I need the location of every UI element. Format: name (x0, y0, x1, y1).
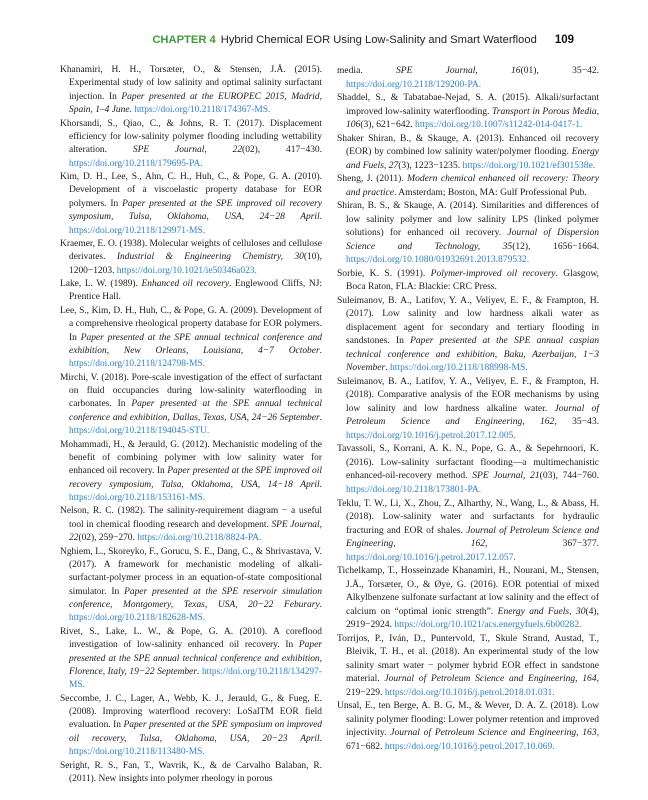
doi-link[interactable]: https://doi.org/10.2118/179695-PA. (69, 158, 203, 169)
chapter-title: Hybrid Chemical EOR Using Low-Salinity and Smart Waterflood (220, 34, 537, 46)
reference-entry (60, 278, 322, 305)
doi-link[interactable]: https://doi.org/10.1007/s11242-014-0417-1. (415, 119, 583, 131)
reference-authors-title: Mirchi, V. (2018). Pore-scale investigation of the effect of surfactant on fluid occupancies during low-salinity waterflooding in carbonates. In (60, 372, 322, 410)
reference-authors-title: Shaddel, S., & Tabatabae-Nejad, S. A. (2015). Alkali/surfactant improved low-salinity waterflooding. (337, 92, 599, 117)
doi-link[interactable]: https://doi.org/10.1016/j.petrol.2017.12.005. (346, 429, 516, 441)
doi-link[interactable]: https://doi.org/10.2118/153161-MS. (69, 493, 206, 503)
reference-authors-title: Mohammadi, H., & Jerauld, G. (2012). Mechanistic modeling of the benefit of combining polymer with low salinity water for enhanced oil recovery. In (60, 439, 322, 477)
reference-authors-title: Shiran, B. S., & Skauge, A. (2014). Similarities and differences of low salinity polymer and low salinity LPS (linked polymer solutions) for enhanced oil recovery. (337, 200, 599, 239)
reference-details: . Glasgow, Boca Raton, FLA: Blackie: CRC Press. (346, 267, 599, 293)
doi-link[interactable]: https://doi.org/10.2118/129200-PA. (346, 78, 482, 90)
doi-link[interactable]: https://doi.org/10.2118/194045-STU. (69, 426, 210, 437)
reference-entry (60, 238, 322, 278)
reference-authors-title: media. (337, 65, 396, 76)
reference-venue: Paper presented at the SPE reservoir simulation conference, Montgomery, Texas, USA, 20−22 Feburary (69, 586, 322, 610)
reference-authors-title: Khanamiri, H. H., Torsæter, O., & Stensen, J.Å. (2015). Experimental study of low salinity and optimal salinity surfactant injection. In (60, 65, 322, 102)
reference-details: (02), 259−270. (78, 533, 138, 544)
reference-authors-title: Lake, L. W. (1989). (60, 279, 142, 289)
reference-authors-title: Nghiem, L., Skoreyko, F., Gorucu, S. E., Dang, C., & Shrivastava, V. (2017). A framework for mechanistic modeling of alkali-surfactant-polymer process in an equation-of-state compositional simulator. In (60, 546, 322, 597)
reference-entry (337, 442, 599, 496)
reference-venue: Journal of Petroleum Science and Engineering, 162 (346, 524, 599, 550)
reference-venue: SPE Journal, 21 (472, 470, 540, 482)
reference-venue: Paper presented at the SPE improved oil recovery symposium, Tulsa, Oklahoma, USA, 24−28 April (69, 198, 322, 223)
reference-authors-title: Unsal, E., ten Berge, A. B. G. M., & Wever, D. A. Z. (2018). Low salinity polymer flooding: Lower polymer retention and improved injectivity. (337, 700, 599, 739)
reference-entry (337, 497, 599, 565)
reference-authors-title: Rivet, S., Lake, L. W., & Pope, G. A. (2010). A coreflood investigation of low-salinity enhanced oil recovery. In (60, 626, 322, 651)
reference-venue: Energy and Fuels, 30 (497, 605, 586, 617)
reference-entry (337, 64, 599, 91)
reference-authors-title: Teklu, T. W., Li, X., Zhou, Z., Alharthy, N., Wang, L., & Abass, H. (2018). Low-salinity water and surfactants for hydraulic fracturing and EOR of shales. (337, 497, 599, 536)
reference-authors-title: Kraemer, E. O. (1938). Molecular weights of celluloses and cellulose derivates. (60, 238, 322, 263)
doi-link[interactable]: https://doi.org/10.2118/124798-MS. (69, 359, 206, 370)
reference-entry (337, 699, 599, 753)
doi-link[interactable]: https://doi.org/10.2118/134297-MS. (69, 666, 323, 691)
reference-entry (60, 64, 322, 118)
reference-venue: Paper presented at the EUROPEC 2015, Madrid, Spain, 1–4 June (69, 91, 322, 116)
reference-venue: Journal of Petroleum Science and Engineering, 163 (390, 727, 597, 739)
doi-link[interactable]: https://doi.org/10.1080/01932691.2013.879532. (346, 254, 530, 266)
reference-venue: Industrial & Engineering Chemistry, 30 (116, 252, 304, 263)
doi-link[interactable]: https://doi.org/10.1021/ef301538e. (462, 159, 596, 171)
reference-venue: Paper presented at the SPE annual technical conference and exhibition, Florence, Italy, 19−22 September (69, 640, 322, 677)
doi-link[interactable]: https://doi.org/10.2118/113480-MS. (69, 747, 205, 758)
reference-authors-title: Suleimanov, B. A., Latifov, Y. A., Veliyev, E. F., & Frampton, H. (2018). Comparative analysis of the EOR mechanisms by using low salinity and low hardness alkaline water. (337, 375, 599, 414)
reference-venue: Journal of Petroleum Science and Engineering, 164 (384, 673, 597, 685)
reference-entry (337, 632, 599, 700)
reference-entry (60, 305, 322, 372)
references-right-column (337, 64, 599, 753)
reference-details: (01), 35−42. (520, 65, 599, 76)
reference-entry (337, 267, 599, 294)
reference-authors-title: Seright, R. S., Fan, T., Wavrik, K., & de Carvalho Balaban, R. (2011). New insights into polymer rheology in porous (60, 760, 322, 784)
reference-venue: Journal of Petroleum Science and Engineering, 162 (346, 402, 599, 428)
doi-link[interactable]: https://doi.org/10.2118/188998-MS. (390, 362, 528, 374)
doi-link[interactable]: https://doi.org/10.2118/129971-MS. (69, 225, 206, 236)
reference-venue: Paper presented at the SPE annual technical conference and exhibition, New Orleans, Louisiana, 4−7 October (69, 332, 322, 356)
running-header (60, 34, 574, 52)
reference-details: . (319, 212, 322, 223)
doi-link[interactable]: https://doi.org/10.1016/j.petrol.2018.01.031. (384, 686, 555, 698)
reference-venue: Journal of Dispersion Science and Technology, 35 (346, 227, 599, 252)
reference-details: , 367−377. (485, 538, 599, 550)
reference-details: (3), 1223−1235. (398, 159, 463, 171)
reference-details: (4), 2919−2924. (346, 605, 599, 631)
reference-venue: SPE Journal, 22 (69, 519, 323, 544)
reference-entry (60, 626, 322, 693)
reference-venue: Paper presented at the SPE symposium on improved oil recovery, Tulsa, Oklahoma, USA, 20−23 April (69, 720, 322, 744)
reference-details: , 219−229. (346, 673, 599, 698)
reference-authors-title: Nelson, R. C. (1982). The salinity-requirement diagram − a useful tool in chemical flooding research and development. (60, 506, 322, 530)
reference-authors-title: Khorsandi, S., Qiao, C., & Johns, R. T. (2017). Displacement efficiency for low-salinity polymer flooding including wettability alteration. (60, 118, 322, 156)
reference-entry (60, 693, 322, 760)
reference-venue: Enhanced oil recovery (141, 279, 230, 289)
reference-authors-title: Tavassoli, S., Korrani, A. K. N., Pope, G. A., & Sepehrnoori, K. (2016). Low-salinity surfactant flooding—a multimechanistic enhanced-oil-recovery method. (337, 443, 599, 482)
reference-authors-title: Lee, S., Kim, D. H., Huh, C., & Pope, G. A. (2009). Development of a comprehensive rheological property database for EOR polymers. In (60, 305, 322, 343)
reference-authors-title: Shaker Shiran, B., & Skauge, A. (2013). Enhanced oil recovery (EOR) by combined low salinity water/polymer flooding. (337, 132, 599, 158)
reference-entry (60, 372, 322, 439)
reference-details: . (197, 666, 202, 677)
reference-entry (337, 132, 599, 173)
reference-entry (60, 171, 322, 238)
doi-link[interactable]: https://doi.org/10.1021/ie50346a023. (116, 265, 257, 276)
reference-entry (337, 91, 599, 132)
reference-venue: Transport in Porous Media, 106 (346, 105, 599, 131)
doi-link[interactable]: https://doi.org/10.1021/acs.energyfuels.6b00282. (394, 619, 582, 631)
reference-details: . (319, 479, 322, 490)
reference-venue: Polymer-improved oil recovery (430, 267, 556, 279)
reference-authors-title: Kim, D. H., Lee, S., Ahn, C. H., Huh, C., & Pope, G. A. (2010). Development of a viscoelastic property database for EOR polymers. In (60, 172, 322, 209)
references-left-column (60, 64, 322, 786)
reference-authors-title: Tichelkamp, T., Hosseinzade Khanamiri, H., Nourani, M., Stensen, J.Å., Torsæter, O., & Øye, G. (2016). EOR potential of mixed Alkylbenzene sulfonate surfactant at low salinity and the effect of calcium on “optimal ionic strength”. (337, 565, 599, 617)
reference-venue: Modern chemical enhanced oil recovery: Theory and practice (346, 173, 599, 198)
reference-entry (60, 505, 322, 545)
reference-details: (03), 744−760. (539, 470, 600, 482)
page-number: 109 (554, 34, 574, 46)
doi-link[interactable]: https://doi.org/10.2118/174367-MS. (134, 105, 271, 116)
reference-details: , 35−43. (554, 416, 599, 428)
reference-authors-title: Sorbie, K. S. (1991). (337, 267, 431, 279)
reference-details: . (319, 733, 322, 744)
doi-link[interactable]: https://doi.org/10.2118/8824-PA. (137, 533, 262, 544)
reference-details: . Englewood Cliffs, NJ: Prentice Hall. (69, 279, 323, 303)
reference-details: . (319, 412, 322, 423)
reference-venue: Paper presented at the SPE annual caspian technical conference and exhibition, Baku, Azerbaijan, 1−3 November (346, 335, 599, 374)
reference-details: (02), 417−430. (242, 145, 323, 156)
reference-venue: SPE Journal, 22 (132, 145, 243, 156)
reference-details: . (129, 105, 135, 116)
reference-entry (60, 760, 322, 787)
reference-authors-title: Seccombe, J. C., Lager, A., Webb, K. J., Jerauld, G., & Fueg, E. (2008). Improving waterflood recovery: LoSalTM EOR field evaluation. In (60, 693, 322, 731)
reference-entry (60, 546, 322, 626)
reference-entry (337, 172, 599, 199)
reference-venue: Paper presented at the SPE annual technical conference and exhibition, Dallas, Texas, USA, 24−26 September (69, 399, 322, 423)
reference-details: . Amsterdam; Boston, MA: Gulf Professional Pub. (394, 186, 587, 198)
reference-authors-title: Suleimanov, B. A., Latifov, Y. A., Veliyev, E. F., & Frampton, H. (2017). Low salinity and low hardness alkali water as displacement agent for secondary and tertiary flooding in sandstones. In (337, 294, 599, 347)
doi-link[interactable]: https://doi.org/10.1016/j.petrol.2017.10.069. (384, 740, 555, 752)
reference-details: . (319, 600, 322, 610)
reference-entry (337, 564, 599, 632)
reference-details: , 671−682. (346, 727, 599, 752)
reference-entry (60, 439, 322, 506)
reference-authors-title: Sheng, J. (2011). (337, 173, 408, 185)
reference-venue: Paper presented at the SPE improved oil recovery symposium, Tulsa, Oklahoma, USA, 14−18 April (69, 466, 322, 490)
reference-details: (10), 1200−1203. (69, 252, 322, 276)
reference-details: . (319, 345, 322, 356)
reference-details: (3), 621−642. (360, 119, 416, 131)
reference-details: . (385, 362, 391, 374)
reference-authors-title: Torrijos, P., Iván, D., Puntervold, T., Skule Strand, Austad, T., Bleivik, T. H., et al. (2018). An experimental study of the low salinity smart water − polymer hybrid EOR effect in sandstone material. (337, 632, 599, 685)
reference-entry (337, 199, 599, 267)
reference-entry (60, 118, 322, 172)
reference-entry (337, 375, 599, 443)
reference-entry (337, 294, 599, 375)
chapter-label: CHAPTER 4 (152, 34, 216, 46)
reference-details: (12), 1656−1664. (512, 240, 600, 252)
doi-link[interactable]: https://doi.org/10.1016/j.petrol.2017.12.057. (346, 551, 516, 563)
doi-link[interactable]: https://doi.org/10.2118/182628-MS. (69, 613, 206, 624)
reference-venue: Energy and Fuels, 27 (346, 146, 599, 171)
doi-link[interactable]: https://doi.org/10.2118/173801-PA. (346, 483, 482, 495)
reference-venue: SPE Journal, 16 (395, 65, 521, 76)
